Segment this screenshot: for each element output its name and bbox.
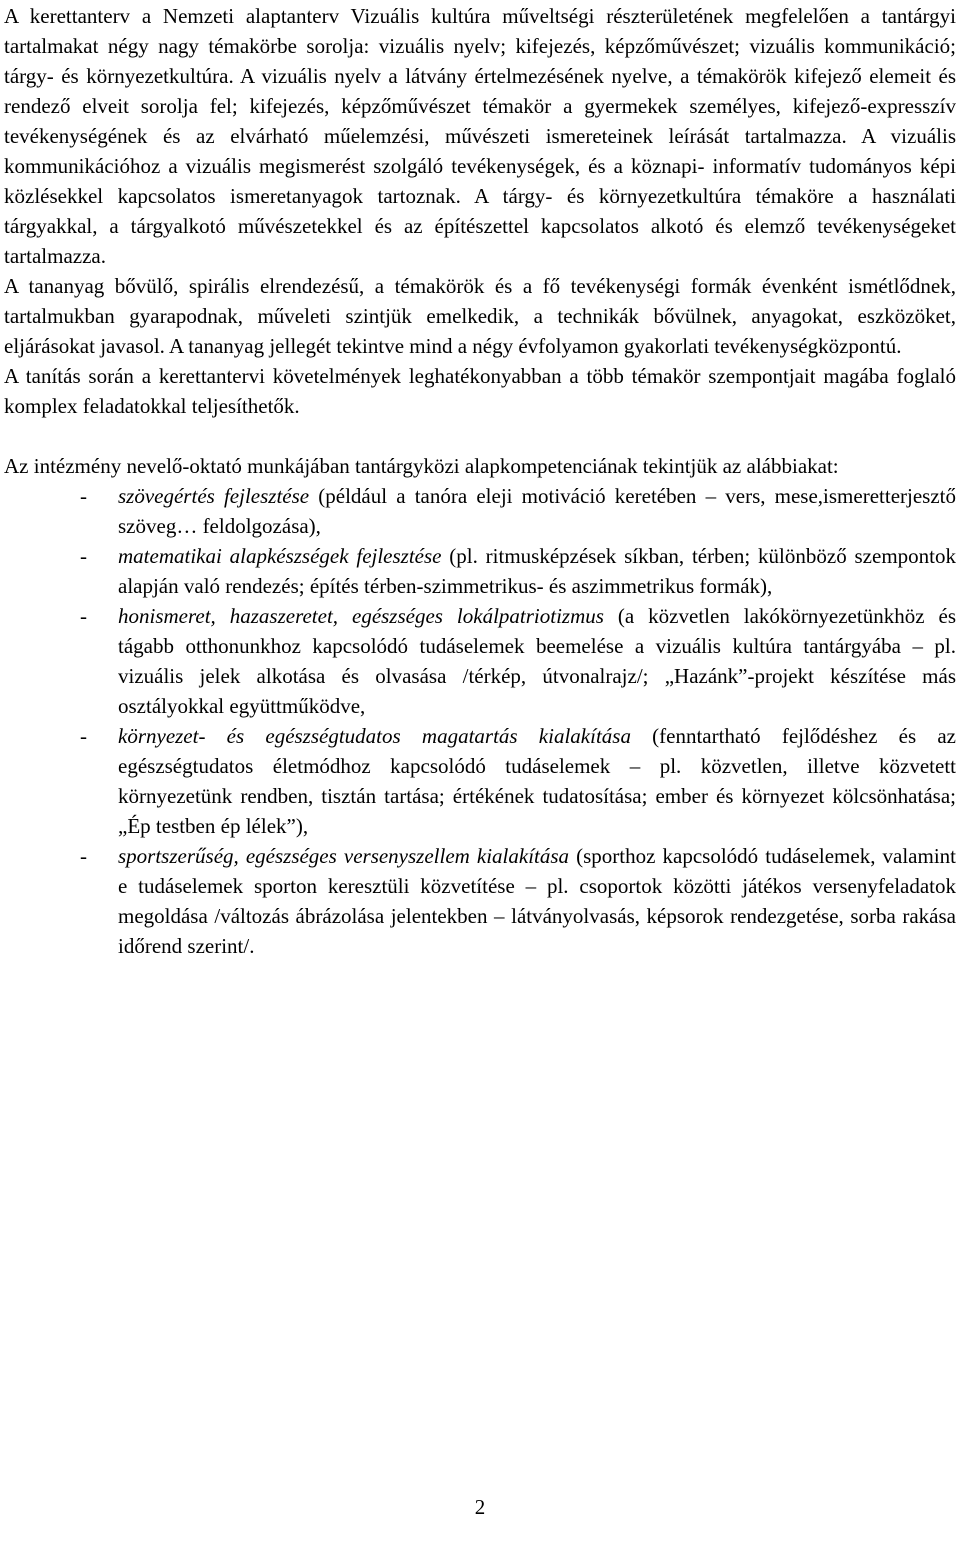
competence-term: sportszerűség, egészséges versenyszellem kialakítása — [118, 844, 570, 868]
competence-term: matematikai alapkészségek fejlesztése — [118, 544, 442, 568]
competence-description: (a közvetlen lakókörnyezetünkhöz és tágabb otthonunkhoz kapcsolódó tudáselemek beemelése a vizuális kultúra tantárgyába – pl. vizuális jelek alkotása és olvasása /térkép, útvonalrajz/; „Hazánk”-projekt készítése más osztályokkal együttműködve, — [118, 604, 956, 718]
list-dash: - — [80, 724, 87, 748]
competence-list — [4, 481, 956, 961]
list-item — [4, 601, 956, 721]
competence-description: (sporthoz kapcsolódó tudáselemek, valamint e tudáselemek sporton keresztüli közvetítése – pl. csoportok közötti játékos versenyfeladatok megoldása /változás ábrázolása jelentekben – látványolvasás, képsorok rendezgetése, sorba rakása időrend szerint/. — [118, 844, 956, 958]
list-item — [4, 841, 956, 961]
competence-description: (például a tanóra eleji motiváció keretében – vers, mese,ismeretterjesztő szöveg… feldolgozása), — [118, 484, 956, 538]
list-item — [4, 541, 956, 601]
competence-description: (fenntartható fejlődéshez és az egészségtudatos életmódhoz kapcsolódó tudáselemek – pl. közvetlen, illetve közvetett környezetünk rendben, tisztán tartása; értékének tudatosítása; ember és környezet kölcsönhatása; „Ép testben ép lélek”), — [118, 724, 956, 838]
competence-term: honismeret, hazaszeretet, egészséges lokálpatriotizmus — [118, 604, 604, 628]
paragraph-spiral-structure: A tananyag bővülő, spirális elrendezésű, a témakörök és a fő tevékenységi formák évenként ismétlődnek, tartalmukban gyarapodnak, műveleti szintjük emelkedik, a technikák bővülnek, anyagokat, eszközöket, eljárásokat javasol. A tananyag jellegét tekintve mind a négy évfolyamon gyakorlati tevékenységközpontú. — [4, 274, 956, 358]
page-number: 2 — [474, 1495, 486, 1519]
competences-intro: Az intézmény nevelő-oktató munkájában tantárgyközi alapkompetenciának tekintjük az alábbiakat: — [4, 454, 839, 478]
competence-term: szövegértés fejlesztése — [118, 484, 310, 508]
competence-description: (pl. ritmusképzések síkban, térben; különböző szempontok alapján való rendezés; építés térben-szimmetrikus- és aszimmetrikus formák), — [118, 544, 956, 598]
paragraph-curriculum-topics: A kerettanterv a Nemzeti alaptanterv Vizuális kultúra műveltségi részterületének megfelelően a tantárgyi tartalmakat négy nagy témakörbe sorolja: vizuális nyelv; kifejezés, képzőművészet; vizuális kommunikáció; tárgy- és környezetkultúra. A vizuális nyelv a látvány értelmezésének nyelve, a témakörök kifejező elemeit és rendező elveit sorolja fel; kifejezés, képzőművészet témakör a gyermekek személyes, kifejező-expresszív tevékenységének és az elvárható műelemzési, művészeti ismereteinek leírását tartalmazza. A vizuális kommunikációhoz a vizuális megismerést szolgáló tevékenységek, és a köznapi- informatív tudományos képi közlésekkel kapcsolatos ismeretanyagok tartoznak. A tárgy- és környezetkultúra témaköre a használati tárgyakkal, a tárgyalkotó művészetekkel és az építészettel kapcsolatos alkotó és elemző tevékenységeket tartalmazza. — [4, 4, 956, 268]
list-item — [4, 481, 956, 541]
competence-term: környezet- és egészségtudatos magatartás kialakítása — [118, 724, 631, 748]
list-dash: - — [80, 484, 87, 508]
list-dash: - — [80, 844, 87, 868]
list-item — [4, 721, 956, 841]
list-dash: - — [80, 544, 87, 568]
paragraph-complex-tasks: A tanítás során a kerettantervi követelmények leghatékonyabban a több témakör szempontjait magába foglaló komplex feladatokkal teljesíthetők. — [4, 364, 956, 418]
list-dash: - — [80, 604, 87, 628]
document-page — [4, 0, 956, 961]
